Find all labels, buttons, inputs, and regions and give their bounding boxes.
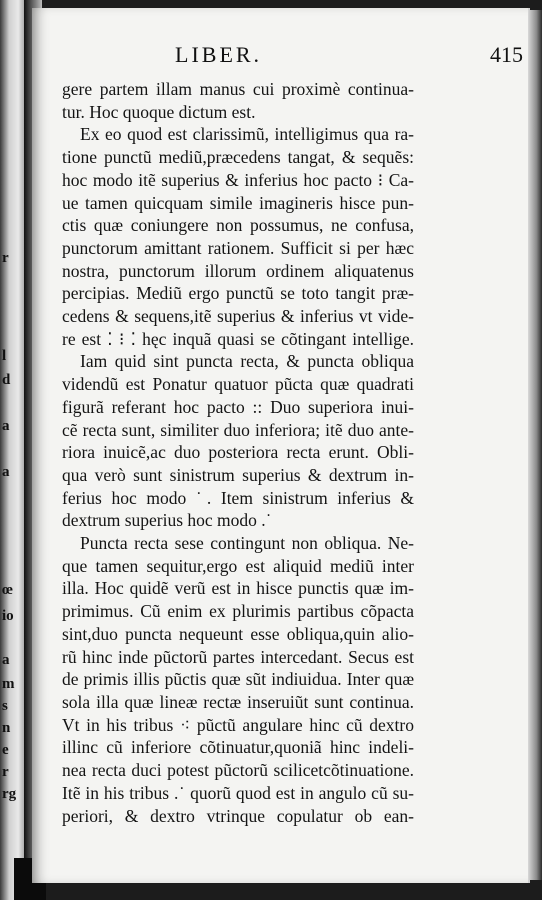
edge-letter: e	[2, 742, 9, 758]
edge-letter: io	[2, 608, 14, 624]
text-line: illinc cũ inferiore cõtinuatur,quoniã hinc indeli-	[62, 737, 414, 758]
text-line: tur. Hoc quoque dictum est.	[62, 101, 256, 122]
page-stack-edge	[528, 10, 542, 880]
text-line: riora inuicẽ,ac duo posteriora recta erunt. Obli-	[62, 442, 414, 463]
text-line: figurã referant hoc pacto :: Duo superiora inui-	[62, 396, 414, 417]
edge-letter: a	[2, 652, 10, 668]
text-line: ue tamen quicquam simile imagineris hisce pun-	[62, 192, 414, 213]
running-head: LIBER.	[175, 42, 263, 67]
text-line: qua verò sunt sinistrum superius & dextrum in-	[62, 464, 414, 485]
edge-letter: œ	[2, 582, 13, 598]
text-line: cẽ recta sunt, similiter duo inferiora; itẽ duo ante-	[62, 419, 414, 440]
text-line: punctorum amittant rationem. Sufficit si per hæc	[62, 237, 414, 258]
text-line: nea recta duci potest pũctorũ scilicetcõtinuatione.	[62, 760, 414, 781]
text-line: sint,duo puncta nequeunt esse obliqua,quin alio-	[62, 623, 414, 644]
edge-letter: r	[2, 250, 9, 266]
text-line: Ex eo quod est clarissimũ, intelligimus qua ra-	[80, 124, 414, 145]
text-line: que tamen sequitur,ergo est aliquid mediũ inter	[62, 555, 414, 576]
text-line: tione punctũ mediũ,præcedens tangat, & sequẽs:	[62, 147, 414, 168]
text-line: primimus. Cũ enim ex plurimis partibus cõpacta	[62, 601, 414, 622]
edge-letter: a	[2, 464, 10, 480]
text-line: cedens & sequens,itẽ superius & inferius vt vide-	[62, 306, 414, 327]
edge-letter: r	[2, 764, 9, 780]
text-line: hoc modo itẽ superius & inferius hoc pacto ⁝ Ca-	[62, 169, 414, 190]
text-line: ctis quæ coniungere non possumus, ne confusa,	[62, 215, 414, 236]
edge-letter: m	[2, 676, 15, 692]
text-line: periori, & dextro vtrinque copulatur ob ean-	[62, 805, 414, 826]
text-line: sola illa quæ lineæ rectæ inseruiũt sunt continua.	[62, 691, 414, 712]
body-text	[62, 78, 414, 827]
page-number: 415	[490, 42, 523, 67]
text-line: dextrum superius hoc modo .˙	[62, 510, 272, 531]
edge-letter: d	[2, 372, 11, 388]
edge-letter: s	[2, 698, 8, 714]
edge-letter: n	[2, 720, 11, 736]
previous-page-edge-letters	[0, 0, 26, 900]
text-line: de primis illis pũctis quæ sũt indiuidua. Inter quæ	[62, 669, 414, 690]
text-line: Itẽ in his tribus .˙ quorũ quod est in angulo cũ su-	[62, 782, 414, 803]
text-line: re est ⁚ ⁝ ⁚ hęc inquã quasi se cõtingant intellige.	[62, 328, 414, 349]
text-line: rũ hinc inde pũctorũ partes intercedant. Secus est	[62, 646, 414, 667]
edge-letter: rg	[2, 786, 17, 802]
text-line: videndũ est Ponatur quatuor pũcta quæ quadrati	[62, 374, 414, 395]
text-line: Puncta recta sese contingunt non obliqua. Ne-	[80, 533, 414, 554]
page-header	[0, 42, 542, 72]
text-line: nostra, punctorum illorum ordinem aliquatenus	[62, 260, 414, 281]
edge-letter: a	[2, 418, 10, 434]
text-line: percipias. Mediũ ergo punctũ se toto tangit præ-	[62, 283, 414, 304]
text-line: Iam quid sint puncta recta, & puncta obliqua	[80, 351, 414, 372]
edge-letter: l	[2, 348, 7, 364]
text-line: ferius hoc modo ˙. Item sinistrum inferius &	[62, 487, 414, 508]
text-line: gere partem illam manus cui proximè continua-	[62, 79, 414, 99]
text-line: Vt in his tribus ⁖ pũctũ angulare hinc cũ dextro	[62, 714, 414, 735]
text-line: illa. Hoc quidẽ verũ est in hisce punctis quæ im-	[62, 578, 414, 599]
